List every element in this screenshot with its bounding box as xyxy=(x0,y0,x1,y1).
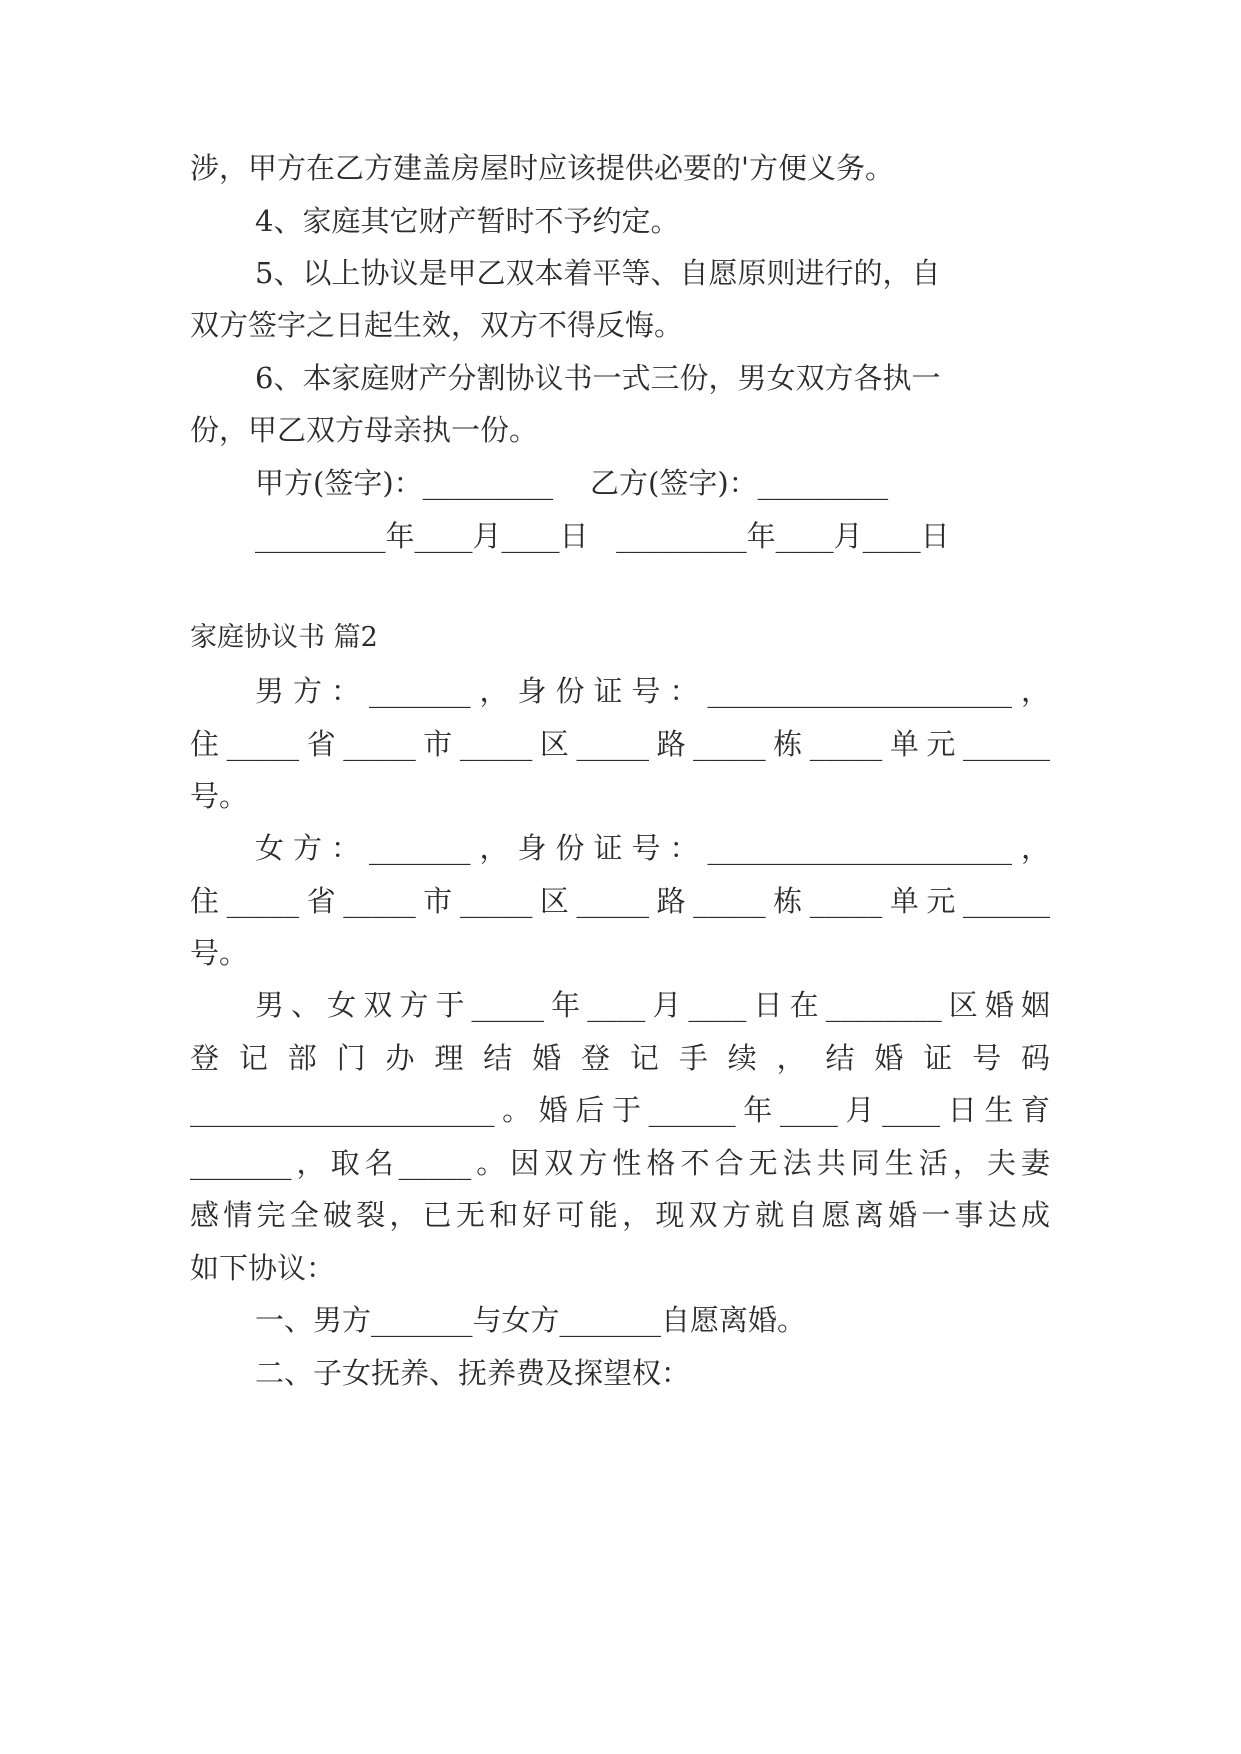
signature-line: 甲方(签字)：_________ 乙方(签字)：_________ xyxy=(255,466,889,500)
agreement-item-2: 二、子女抚养、抚养费及探望权： xyxy=(255,1356,691,1390)
paragraph-line: 涉，甲方在乙方建盖房屋时应该提供必要的'方便义务。 xyxy=(190,151,894,185)
agreement-item-1: 一、男方_______与女方_______自愿离婚。 xyxy=(255,1303,807,1337)
date-line: _________年____月____日 _________年____月____日 xyxy=(255,519,950,553)
marriage-paragraph-line-6: 如下协议： xyxy=(190,1251,336,1285)
clause-4: 4、家庭其它财产暂时不予约定。 xyxy=(255,204,680,238)
clause-5-line-2: 双方签字之日起生效，双方不得反悔。 xyxy=(190,308,684,342)
marriage-paragraph-line-3: _____________________。婚后于______年____月____日生育 xyxy=(190,1093,1050,1127)
marriage-paragraph-line-2: 登记部门办理结婚登记手续，结婚证号码 xyxy=(190,1041,1050,1075)
woman-info-line-1: 女方：_______，身份证号：_____________________， xyxy=(255,831,1050,865)
woman-address-line: 住_____省_____市_____区_____路_____栋_____单元______ xyxy=(190,884,1050,918)
man-address-end: 号。 xyxy=(190,779,249,813)
clause-6-line-1: 6、本家庭财产分割协议书一式三份，男女双方各执一 xyxy=(255,361,941,395)
man-info-line-1: 男方：_______，身份证号：_____________________， xyxy=(255,674,1050,708)
clause-6-line-2: 份，甲乙双方母亲执一份。 xyxy=(190,413,539,447)
clause-5-line-1: 5、以上协议是甲乙双本着平等、自愿原则进行的，自 xyxy=(255,256,941,290)
woman-address-end: 号。 xyxy=(190,936,249,970)
section-heading: 家庭协议书 篇2 xyxy=(190,622,378,653)
marriage-paragraph-line-4: _______，取名_____。因双方性格不合无法共同生活，夫妻 xyxy=(190,1146,1050,1180)
marriage-paragraph-line-1: 男、女双方于_____年____月____日在________区婚姻 xyxy=(255,988,1050,1022)
man-address-line: 住_____省_____市_____区_____路_____栋_____单元______ xyxy=(190,727,1050,761)
marriage-paragraph-line-5: 感情完全破裂，已无和好可能，现双方就自愿离婚一事达成 xyxy=(190,1198,1050,1232)
